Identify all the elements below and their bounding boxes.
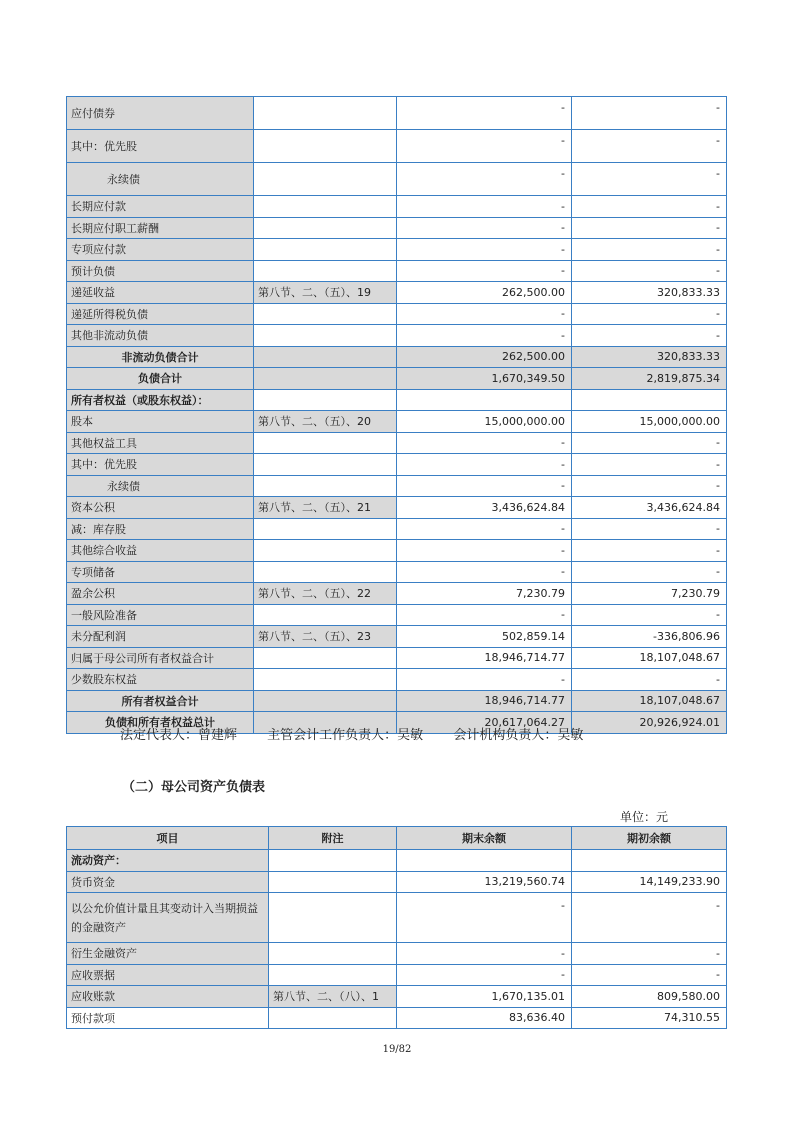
row-item-label: 永续债 [67, 163, 254, 196]
row-end-balance: - [397, 518, 572, 540]
row-note [254, 647, 397, 669]
row-end-balance: - [397, 217, 572, 239]
row-end-balance: - [397, 260, 572, 282]
table-row [67, 475, 727, 497]
row-note [254, 432, 397, 454]
header-note: 附注 [269, 827, 397, 850]
row-item-label: 股本 [67, 411, 254, 433]
row-begin-balance: 320,833.33 [572, 282, 727, 304]
row-item-label: 以公允价值计量且其变动计入当期损益的金融资产 [67, 893, 269, 943]
header-begin-balance: 期初余额 [572, 827, 727, 850]
row-item-label: 盈余公积 [67, 583, 254, 605]
table-row [67, 346, 727, 368]
row-begin-balance [572, 850, 727, 872]
row-begin-balance: - [572, 943, 727, 965]
row-note [254, 239, 397, 261]
row-begin-balance: -336,806.96 [572, 626, 727, 648]
table-row [67, 690, 727, 712]
row-note [254, 260, 397, 282]
row-end-balance: - [397, 239, 572, 261]
table-row [67, 604, 727, 626]
table-row [67, 561, 727, 583]
row-item-label: 所有者权益合计 [67, 690, 254, 712]
accounting-head: 主管会计工作负责人：吴敏 [267, 728, 424, 743]
table-row [67, 282, 727, 304]
row-note [254, 325, 397, 347]
row-end-balance: 7,230.79 [397, 583, 572, 605]
row-note [269, 1007, 397, 1029]
table-row [67, 647, 727, 669]
table-row [67, 130, 727, 163]
row-begin-balance: - [572, 163, 727, 196]
row-begin-balance: - [572, 475, 727, 497]
row-begin-balance: - [572, 196, 727, 218]
table-row [67, 964, 727, 986]
row-item-label: 应付债券 [67, 97, 254, 130]
row-end-balance: 262,500.00 [397, 346, 572, 368]
table-row [67, 163, 727, 196]
table-row [67, 196, 727, 218]
row-note [254, 518, 397, 540]
row-item-label: 长期应付款 [67, 196, 254, 218]
row-note [254, 97, 397, 130]
row-begin-balance: - [572, 604, 727, 626]
row-begin-balance: 15,000,000.00 [572, 411, 727, 433]
row-note [254, 475, 397, 497]
row-end-balance: - [397, 475, 572, 497]
row-item-label: 永续债 [67, 475, 254, 497]
row-end-balance: - [397, 540, 572, 562]
row-note [254, 163, 397, 196]
row-end-balance: - [397, 561, 572, 583]
row-note [254, 368, 397, 390]
row-end-balance: - [397, 303, 572, 325]
row-begin-balance [572, 389, 727, 411]
row-begin-balance: 74,310.55 [572, 1007, 727, 1029]
row-begin-balance: 18,107,048.67 [572, 647, 727, 669]
header-end-balance: 期末余额 [397, 827, 572, 850]
row-note: 第八节、二、（八）、1 [269, 986, 397, 1008]
row-item-label: 其中：优先股 [67, 130, 254, 163]
row-begin-balance: - [572, 964, 727, 986]
liabilities-equity-table [66, 96, 727, 734]
table-row [67, 583, 727, 605]
row-item-label: 少数股东权益 [67, 669, 254, 691]
row-begin-balance: - [572, 454, 727, 476]
row-end-balance: - [397, 964, 572, 986]
table-row [67, 217, 727, 239]
row-item-label: 其他综合收益 [67, 540, 254, 562]
row-item-label: 递延所得税负债 [67, 303, 254, 325]
table-row [67, 871, 727, 893]
table-row [67, 239, 727, 261]
row-note [254, 389, 397, 411]
row-item-label: 其他权益工具 [67, 432, 254, 454]
row-item-label: 资本公积 [67, 497, 254, 519]
row-note [254, 690, 397, 712]
table-row [67, 1007, 727, 1029]
row-note: 第八节、二、（五）、22 [254, 583, 397, 605]
row-item-label: 应收票据 [67, 964, 269, 986]
accounting-org-head: 会计机构负责人：吴敏 [453, 728, 584, 743]
row-end-balance: - [397, 325, 572, 347]
row-begin-balance: - [572, 561, 727, 583]
row-end-balance: 3,436,624.84 [397, 497, 572, 519]
row-begin-balance: 7,230.79 [572, 583, 727, 605]
row-end-balance: 83,636.40 [397, 1007, 572, 1029]
row-end-balance: - [397, 163, 572, 196]
table-row [67, 260, 727, 282]
row-note [254, 604, 397, 626]
row-begin-balance: - [572, 325, 727, 347]
row-item-label: 非流动负债合计 [67, 346, 254, 368]
row-end-balance: 502,859.14 [397, 626, 572, 648]
row-end-balance: 15,000,000.00 [397, 411, 572, 433]
row-begin-balance: - [572, 303, 727, 325]
row-item-label: 一般风险准备 [67, 604, 254, 626]
row-note [269, 850, 397, 872]
table-row [67, 986, 727, 1008]
table-row [67, 389, 727, 411]
row-begin-balance: - [572, 893, 727, 943]
row-note [254, 217, 397, 239]
row-note: 第八节、二、（五）、20 [254, 411, 397, 433]
row-begin-balance: 14,149,233.90 [572, 871, 727, 893]
row-item-label: 货币资金 [67, 871, 269, 893]
row-begin-balance: 20,926,924.01 [572, 712, 727, 734]
table-row [67, 432, 727, 454]
table-row [67, 454, 727, 476]
section-title: （二）母公司资产负债表 [122, 780, 266, 795]
unit-label: 单位：元 [620, 810, 669, 824]
row-item-label: 应收账款 [67, 986, 269, 1008]
row-item-label: 减：库存股 [67, 518, 254, 540]
parent-balance-sheet-table [66, 826, 727, 1029]
table-row [67, 497, 727, 519]
row-note [254, 196, 397, 218]
row-item-label: 负债合计 [67, 368, 254, 390]
table-row [67, 368, 727, 390]
row-end-balance: 1,670,135.01 [397, 986, 572, 1008]
row-end-balance: 18,946,714.77 [397, 690, 572, 712]
row-item-label: 预付款项 [67, 1007, 269, 1029]
row-begin-balance: - [572, 97, 727, 130]
row-begin-balance: - [572, 432, 727, 454]
row-note: 第八节、二、（五）、19 [254, 282, 397, 304]
row-note [254, 130, 397, 163]
row-item-label: 递延收益 [67, 282, 254, 304]
row-begin-balance: - [572, 130, 727, 163]
page-number: 19/82 [382, 1044, 412, 1055]
row-end-balance: - [397, 669, 572, 691]
table-row [67, 411, 727, 433]
row-end-balance: - [397, 196, 572, 218]
row-begin-balance: - [572, 260, 727, 282]
table-row [67, 97, 727, 130]
row-begin-balance: - [572, 239, 727, 261]
legal-representative: 法定代表人：曾建辉 [120, 728, 238, 743]
table-row [67, 626, 727, 648]
row-end-balance: - [397, 454, 572, 476]
row-item-label: 归属于母公司所有者权益合计 [67, 647, 254, 669]
row-end-balance: - [397, 943, 572, 965]
row-note [254, 454, 397, 476]
row-begin-balance: - [572, 518, 727, 540]
row-item-label: 预计负债 [67, 260, 254, 282]
row-note [269, 871, 397, 893]
row-end-balance: 18,946,714.77 [397, 647, 572, 669]
row-end-balance: 1,670,349.50 [397, 368, 572, 390]
row-item-label: 专项储备 [67, 561, 254, 583]
row-note [254, 540, 397, 562]
row-note [269, 943, 397, 965]
header-item: 项目 [67, 827, 269, 850]
row-item-label: 流动资产： [67, 850, 269, 872]
row-item-label: 其他非流动负债 [67, 325, 254, 347]
row-begin-balance: - [572, 217, 727, 239]
row-end-balance: - [397, 130, 572, 163]
row-item-label: 所有者权益（或股东权益）： [67, 389, 254, 411]
table-row [67, 669, 727, 691]
table-row [67, 518, 727, 540]
row-item-label: 其中：优先股 [67, 454, 254, 476]
row-item-label: 长期应付职工薪酬 [67, 217, 254, 239]
row-note [254, 346, 397, 368]
row-begin-balance: 2,819,875.34 [572, 368, 727, 390]
row-end-balance: - [397, 893, 572, 943]
row-begin-balance: - [572, 669, 727, 691]
row-note [254, 561, 397, 583]
table-row [67, 325, 727, 347]
row-note [269, 964, 397, 986]
row-note [254, 669, 397, 691]
table-row [67, 943, 727, 965]
row-end-balance: - [397, 97, 572, 130]
row-item-label: 未分配利润 [67, 626, 254, 648]
row-note [269, 893, 397, 943]
row-begin-balance: 320,833.33 [572, 346, 727, 368]
row-item-label: 衍生金融资产 [67, 943, 269, 965]
row-item-label: 专项应付款 [67, 239, 254, 261]
table-row [67, 540, 727, 562]
signature-line [120, 724, 609, 743]
table-row [67, 893, 727, 943]
row-end-balance: 20,617,064.27 [397, 712, 572, 734]
table-row [67, 303, 727, 325]
row-end-balance: 13,219,560.74 [397, 871, 572, 893]
row-begin-balance: 809,580.00 [572, 986, 727, 1008]
row-note: 第八节、二、（五）、21 [254, 497, 397, 519]
row-end-balance [397, 389, 572, 411]
row-end-balance [397, 850, 572, 872]
row-item-label: 负债和所有者权益总计 [67, 712, 254, 734]
row-begin-balance: - [572, 540, 727, 562]
row-end-balance: 262,500.00 [397, 282, 572, 304]
row-end-balance: - [397, 432, 572, 454]
row-note [254, 303, 397, 325]
row-note: 第八节、二、（五）、23 [254, 626, 397, 648]
table-row [67, 850, 727, 872]
table-header-row [67, 827, 727, 850]
row-end-balance: - [397, 604, 572, 626]
row-begin-balance: 3,436,624.84 [572, 497, 727, 519]
row-begin-balance: 18,107,048.67 [572, 690, 727, 712]
